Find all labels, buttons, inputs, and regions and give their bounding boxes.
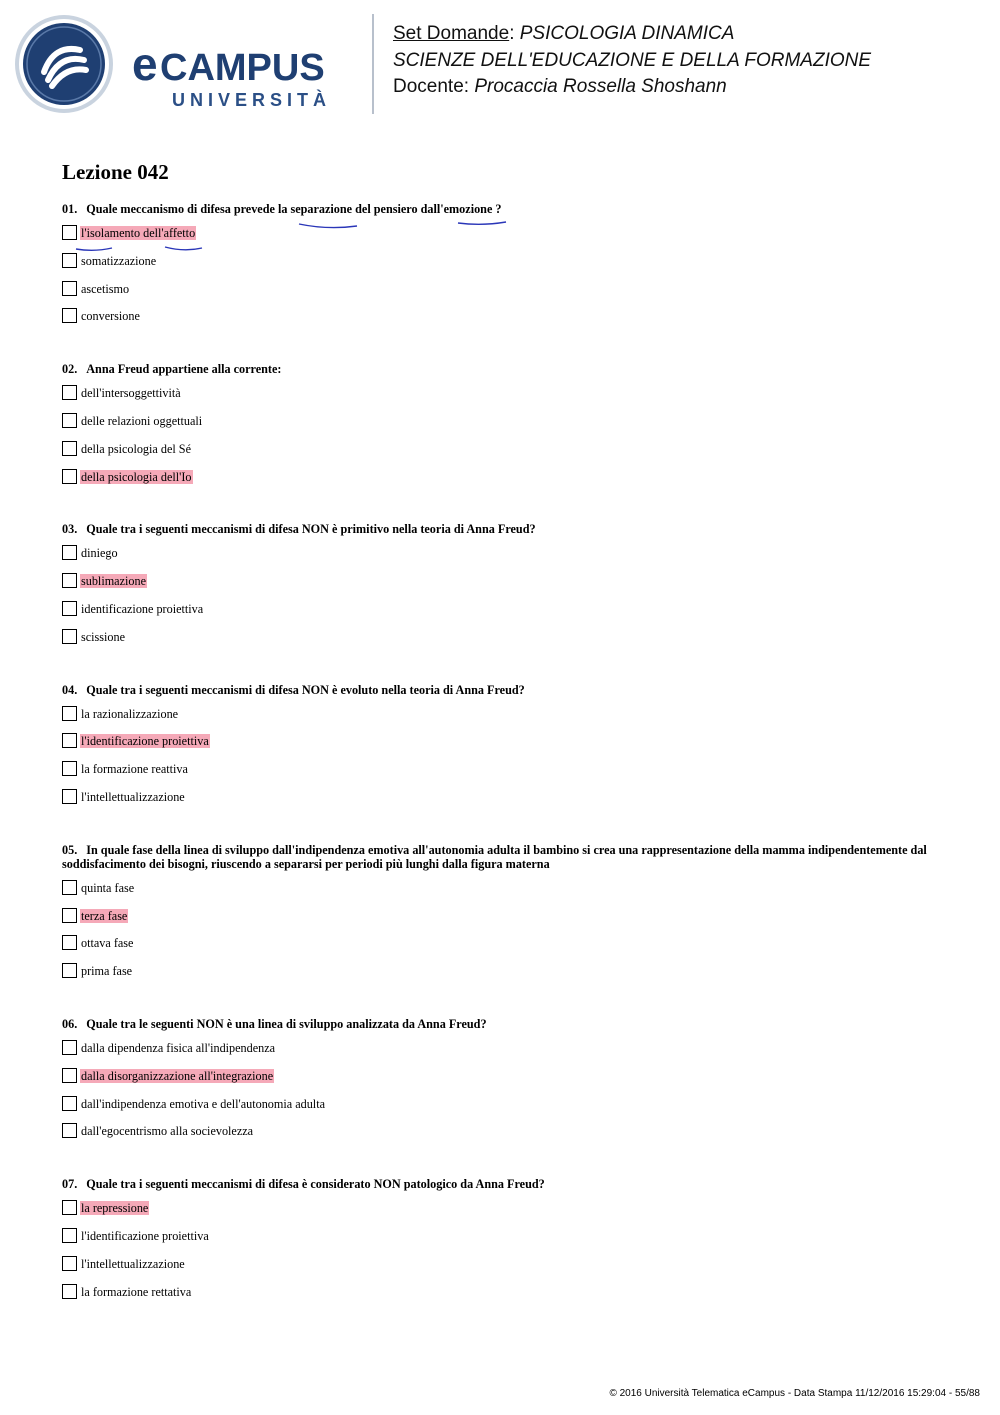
answer-checkbox[interactable]: [62, 573, 77, 588]
answer-option[interactable]: [62, 469, 942, 497]
logo-brand-sub: UNIVERSITÀ: [172, 90, 332, 110]
answer-label: della psicologia del Sé: [81, 441, 191, 456]
question-02: [62, 362, 942, 496]
set-label: Set Domande: [393, 23, 510, 44]
answer-option[interactable]: [62, 1040, 942, 1068]
answer-option[interactable]: [62, 308, 942, 336]
set-separator: :: [509, 23, 520, 44]
answer-checkbox[interactable]: [62, 441, 77, 456]
answer-checkbox[interactable]: [62, 935, 77, 950]
header-faculty-line: [393, 48, 871, 75]
question-keyword-separazione: separazione: [290, 202, 353, 216]
question-number: 07.: [62, 1177, 78, 1192]
question-03: [62, 522, 942, 656]
answer-option[interactable]: [62, 1123, 942, 1151]
answer-option[interactable]: [62, 545, 942, 573]
answer-option[interactable]: [62, 573, 942, 601]
question-body: Anna Freud appartiene alla corrente:: [86, 362, 282, 377]
question-keyword-emozione: emozione: [443, 202, 493, 216]
question-body: Quale tra le seguenti NON è una linea di sviluppo analizzata da Anna Freud?: [86, 1016, 487, 1031]
question-text-part: del pensiero dall': [352, 202, 444, 216]
answer-label: scissione: [81, 629, 126, 644]
answer-option[interactable]: [62, 761, 942, 789]
answer-label: conversione: [81, 309, 140, 324]
answer-label: dall'egocentrismo alla socievolezza: [81, 1124, 254, 1139]
answer-label: l'intellettualizzazione: [81, 1256, 185, 1271]
answer-checkbox[interactable]: [62, 629, 77, 644]
answer-label: ottava fase: [81, 936, 134, 951]
question-text: [62, 362, 942, 376]
answer-checkbox[interactable]: [62, 469, 77, 484]
teacher-label: Docente:: [393, 76, 475, 97]
question-body: Quale tra i seguenti meccanismi di difesa è considerato NON patologico da Anna Freud?: [86, 1177, 545, 1192]
question-text-part: ?: [492, 202, 502, 216]
answer-option[interactable]: [62, 1256, 942, 1284]
answer-checkbox[interactable]: [62, 1040, 77, 1055]
answer-option[interactable]: [62, 908, 942, 936]
question-list: [62, 202, 942, 1337]
answer-option[interactable]: [62, 1200, 942, 1228]
question-number: 02.: [62, 362, 78, 377]
course-name: PSICOLOGIA DINAMICA: [519, 23, 735, 44]
answer-checkbox[interactable]: [62, 308, 77, 323]
question-number: 04.: [62, 682, 78, 697]
answer-checkbox[interactable]: [62, 601, 77, 616]
answer-label-correct: l'identificazione proiettiva: [81, 734, 209, 749]
answer-option[interactable]: [62, 1284, 942, 1312]
ecampus-logo: [14, 14, 374, 118]
logo-brand-prefix: e: [132, 38, 158, 90]
answer-label-correct: della psicologia dell'Io: [81, 469, 192, 484]
answer-checkbox[interactable]: [62, 1096, 77, 1111]
answer-option[interactable]: [62, 385, 942, 413]
answer-option[interactable]: [62, 733, 942, 761]
answer-checkbox[interactable]: [62, 1068, 77, 1083]
answer-label-correct: terza fase: [81, 908, 128, 923]
question-text: [62, 202, 942, 216]
answer-label: somatizzazione: [81, 253, 157, 268]
page-header: [0, 0, 1000, 130]
question-body: Quale tra i seguenti meccanismi di difesa NON è evoluto nella teoria di Anna Freud?: [86, 682, 525, 697]
answer-checkbox[interactable]: [62, 281, 77, 296]
answer-label: dalla dipendenza fisica all'indipendenza: [81, 1040, 276, 1055]
answer-checkbox[interactable]: [62, 1200, 77, 1215]
answer-label: quinta fase: [81, 880, 135, 895]
question-06: [62, 1017, 942, 1151]
answer-option[interactable]: [62, 880, 942, 908]
answer-label: la razionalizzazione: [81, 706, 179, 721]
question-number: 05.: [62, 842, 78, 857]
question-text-part: Quale meccanismo di difesa prevede la: [86, 202, 291, 216]
question-07: [62, 1177, 942, 1311]
answer-option[interactable]: [62, 1228, 942, 1256]
answer-option[interactable]: [62, 963, 942, 991]
faculty-name: SCIENZE DELL'EDUCAZIONE E DELLA FORMAZIONE: [393, 49, 872, 71]
answer-option[interactable]: [62, 441, 942, 469]
question-text: [62, 1017, 942, 1031]
answer-label: l'intellettualizzazione: [81, 789, 185, 804]
question-body: Quale tra i seguenti meccanismi di difesa NON è primitivo nella teoria di Anna Freud?: [86, 522, 536, 537]
answer-checkbox[interactable]: [62, 413, 77, 428]
answer-label: la formazione rettativa: [81, 1284, 192, 1299]
answer-label: la formazione reattiva: [81, 762, 188, 777]
answer-checkbox[interactable]: [62, 1256, 77, 1271]
answer-label: identificazione proiettiva: [81, 601, 204, 616]
logo-brand-main: CAMPUS: [160, 47, 325, 89]
teacher-name: Procaccia Rossella Shoshann: [474, 76, 727, 97]
lesson-title: Lezione 042: [62, 160, 169, 184]
answer-label-correct: l'isolamento dell'affetto: [81, 226, 196, 240]
answer-label: dall'indipendenza emotiva e dell'autonomia adulta: [81, 1096, 325, 1111]
answer-checkbox[interactable]: [62, 761, 77, 776]
question-text: [62, 1177, 942, 1191]
answer-label: ascetismo: [81, 281, 130, 296]
question-number: 06.: [62, 1016, 78, 1031]
answer-checkbox[interactable]: [62, 545, 77, 560]
answer-label: dell'intersoggettività: [81, 386, 181, 401]
answer-option[interactable]: [62, 413, 942, 441]
question-04: [62, 683, 942, 817]
answer-checkbox[interactable]: [62, 908, 77, 923]
answer-checkbox[interactable]: [62, 880, 77, 895]
question-text: [62, 522, 942, 536]
question-05: [62, 843, 942, 991]
answer-label: diniego: [81, 546, 118, 561]
answer-checkbox[interactable]: [62, 963, 77, 978]
header-teacher-line: [393, 74, 871, 101]
question-number: 03.: [62, 522, 78, 537]
answer-option[interactable]: [62, 1096, 942, 1124]
answer-option[interactable]: [62, 706, 942, 734]
answer-option[interactable]: [62, 935, 942, 963]
answer-checkbox[interactable]: [62, 1228, 77, 1243]
answer-option[interactable]: [62, 225, 942, 253]
answer-checkbox[interactable]: [62, 733, 77, 748]
answer-option[interactable]: [62, 1068, 942, 1096]
header-set-line: [393, 21, 871, 48]
answer-option[interactable]: [62, 601, 942, 629]
answer-label: l'identificazione proiettiva: [81, 1228, 209, 1243]
answer-checkbox[interactable]: [62, 225, 77, 240]
answer-checkbox[interactable]: [62, 385, 77, 400]
question-text: [62, 683, 942, 697]
answer-checkbox[interactable]: [62, 706, 77, 721]
header-divider: [372, 14, 374, 114]
answer-checkbox[interactable]: [62, 1123, 77, 1138]
answer-option[interactable]: [62, 281, 942, 309]
answer-checkbox[interactable]: [62, 1284, 77, 1299]
header-info: [393, 21, 871, 101]
answer-label-correct: sublimazione: [81, 574, 146, 589]
answer-checkbox[interactable]: [62, 253, 77, 268]
question-number: 01.: [62, 202, 78, 216]
answer-option[interactable]: [62, 629, 942, 657]
question-text: [62, 843, 942, 871]
answer-checkbox[interactable]: [62, 789, 77, 804]
answer-label: prima fase: [81, 964, 133, 979]
answer-label: delle relazioni oggettuali: [81, 413, 203, 428]
ecampus-emblem-icon: [15, 15, 113, 113]
question-body: In quale fase della linea di sviluppo dall'indipendenza emotiva all'autonomia adulta il bambino si crea una rappresentazione della mamma indipendentemente dal soddisfacimento dei bisogni, riuscendo a separarsi per periodi più lunghi dalla figura materna: [62, 842, 927, 871]
answer-label-correct: la repressione: [81, 1201, 149, 1216]
answer-option[interactable]: [62, 789, 942, 817]
answer-label-correct: dalla disorganizzazione all'integrazione: [81, 1068, 274, 1083]
page-footer: © 2016 Università Telematica eCampus - Data Stampa 11/12/2016 15:29:04 - 55/88: [609, 1388, 980, 1399]
answer-option[interactable]: [62, 253, 942, 281]
question-01: [62, 202, 942, 336]
